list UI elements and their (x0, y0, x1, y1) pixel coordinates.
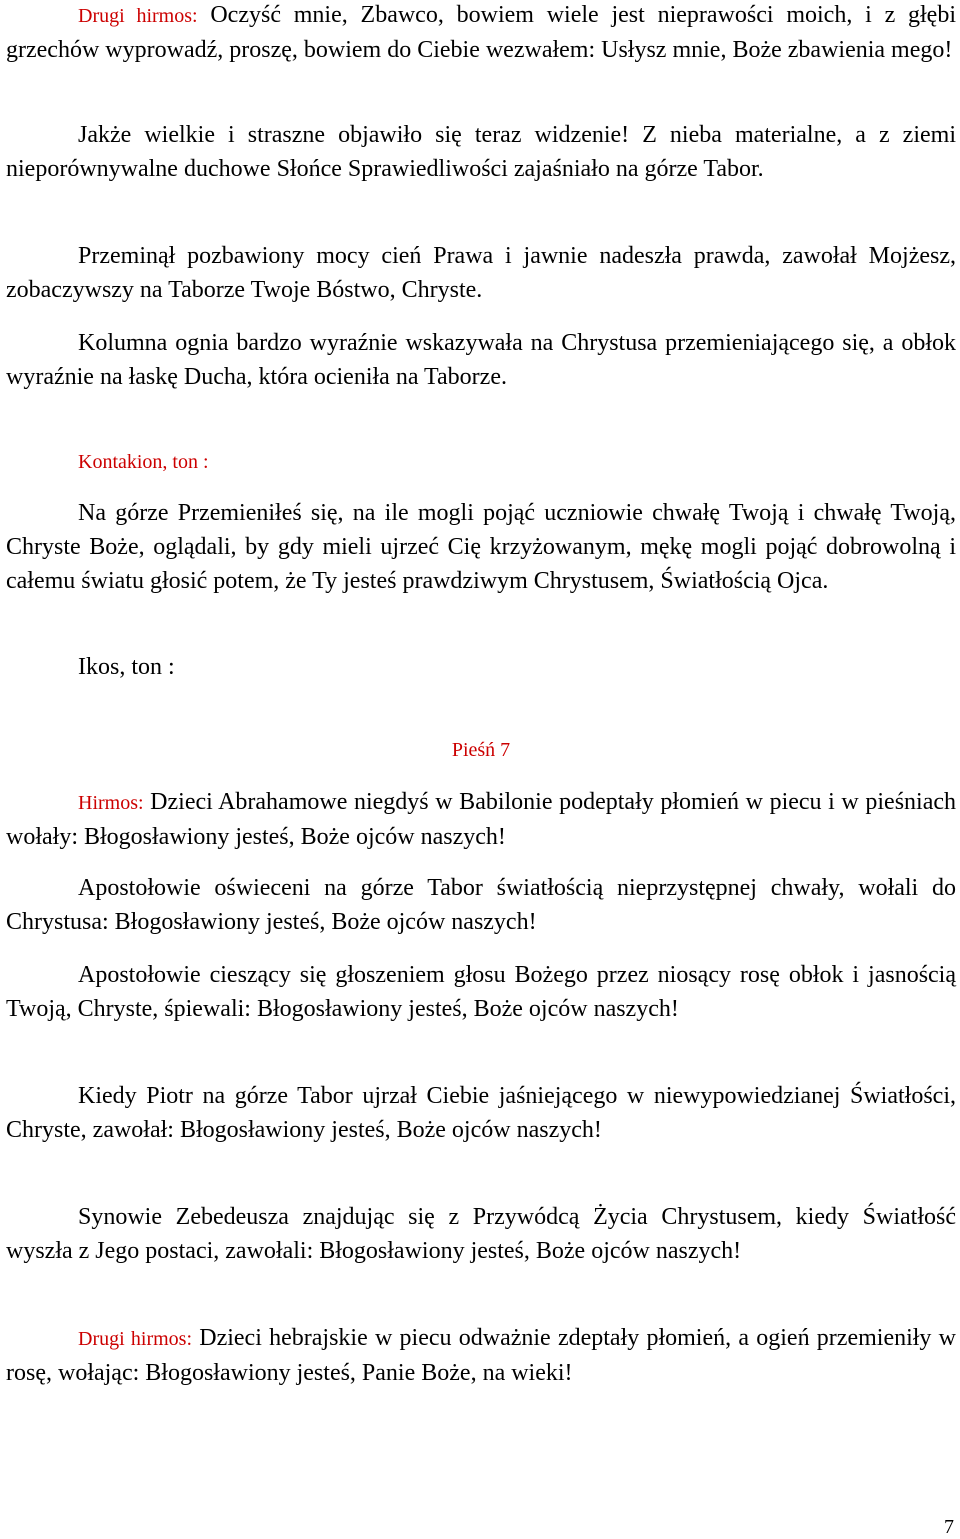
hirmos-label: Hirmos: (78, 792, 144, 814)
kontakion-label: Kontakion, ton : (78, 451, 209, 473)
paragraph-2: Jakże wielkie i straszne objawiło się teraz widzenie! Z nieba materialne, a z ziemi nieporównywalne duchowe Słońce Sprawiedliwości zajaśniało na górze Tabor. (6, 122, 956, 182)
paragraph-8: Apostołowie cieszący się głoszeniem głosu Bożego przez niosący rosę obłok i jasnością Twoją, Chryste, śpiewali: Błogosławiony jesteś, Boże ojców naszych! (6, 962, 956, 1022)
paragraph-kontakion: Na górze Przemieniłeś się, na ile mogli pojąć uczniowie chwałę Twoją i chwałę Twoją, Chryste Boże, oglądali, by gdy mieli ujrzeć Cię krzyżowanym, mękę mogli pojąć dobrowolną i całemu światu głosić potem, że Ty jesteś prawdziwym Chrystusem, Światłością Ojca. (6, 500, 956, 594)
paragraph-3: Przeminął pozbawiony mocy cień Prawa i jawnie nadeszła prawda, zawołał Mojżesz, zobaczywszy na Taborze Twoje Bóstwo, Chryste. (6, 243, 956, 303)
hirmos-text: Dzieci Abrahamowe niegdyś w Babilonie podeptały płomień w piecu i w pieśniach wołały: Błogosławiony jesteś, Boże ojców naszych! (6, 789, 956, 850)
paragraph-7: Apostołowie oświeceni na górze Tabor światłością nieprzystępnej chwały, wołali do Chrystusa: Błogosławiony jesteś, Boże ojców naszych! (6, 875, 956, 935)
page-number: 7 (944, 1516, 954, 1538)
drugi-hirmos-2-label: Drugi hirmos: (78, 1328, 193, 1350)
paragraph-10: Synowie Zebedeusza znajdując się z Przywódcą Życia Chrystusem, kiedy Światłość wyszła z Jego postaci, zawołali: Błogosławiony jesteś, Boże ojców naszych! (6, 1204, 956, 1264)
drugi-hirmos-2-text: Dzieci hebrajskie w piecu odważnie zdeptały płomień, a ogień przemieniły w rosę, wołając: Błogosławiony jesteś, Panie Boże, na wieki! (6, 1325, 956, 1386)
song-title: Pieśń 7 (451, 739, 511, 761)
drugi-hirmos-label: Drugi hirmos: (78, 5, 198, 27)
paragraph-drugi-hirmos-2 (6, 1321, 956, 1390)
paragraph-9: Kiedy Piotr na górze Tabor ujrzał Ciebie jaśniejącego w niewypowiedzianej Światłości, Chryste, zawołał: Błogosławiony jesteś, Boże ojców naszych! (6, 1083, 956, 1143)
drugi-hirmos-text: Oczyść mnie, Zbawco, bowiem wiele jest nieprawości moich, i z głębi grzechów wyprowadź, proszę, bowiem do Ciebie wezwałem: Usłysz mnie, Boże zbawienia mego! (6, 2, 956, 63)
paragraph-4: Kolumna ognia bardzo wyraźnie wskazywała na Chrystusa przemieniającego się, a obłok wyraźnie na łaskę Ducha, która ocieniła na Taborze. (6, 330, 956, 390)
paragraph-hirmos (6, 785, 956, 854)
ikos-label: Ikos, ton : (78, 654, 175, 680)
paragraph-drugi-hirmos (6, 0, 956, 67)
